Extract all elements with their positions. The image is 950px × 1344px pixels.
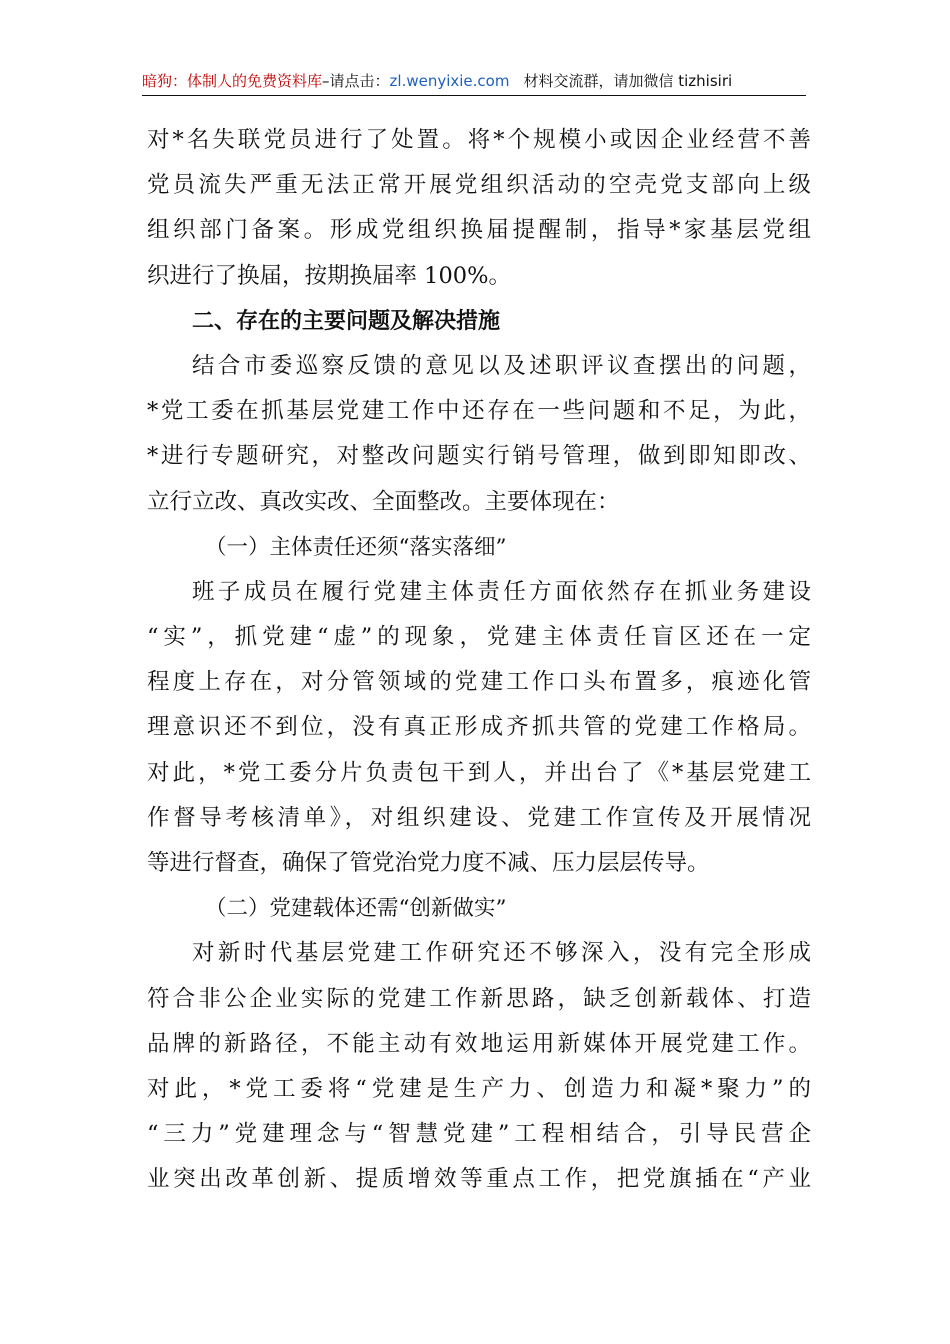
paragraph-line-8: 立行立改、真改实改、全面整改。主要体现在： bbox=[147, 488, 620, 515]
section-heading-2: 二、存在的主要问题及解决措施 bbox=[192, 308, 501, 334]
paragraph-line-19: 对此，*党工委将“党建是生产力、创造力和凝*聚力”的 bbox=[147, 1075, 811, 1102]
paragraph-line-17: 符合非公企业实际的党建工作新思路，缺乏创新载体、打造 bbox=[147, 985, 811, 1012]
paragraph-line-4: 织进行了换届，按期换届率 100%。 bbox=[147, 262, 511, 289]
paragraph-line-21: 业突出改革创新、提质增效等重点工作，把党旗插在“产业 bbox=[147, 1166, 811, 1193]
document-body bbox=[147, 118, 811, 1203]
page-header bbox=[142, 68, 806, 94]
paragraph-line-5: 结合市委巡察反馈的意见以及述职评议查摆出的问题， bbox=[192, 352, 811, 379]
paragraph-line-2: 党员流失严重无法正常开展党组织活动的空壳党支部向上级 bbox=[147, 172, 811, 199]
header-brand: 暗狗：体制人的免费资料库 bbox=[142, 72, 323, 90]
paragraph-line-13: 对此，*党工委分片负责包干到人，并出台了《*基层党建工 bbox=[147, 759, 811, 786]
paragraph-line-7: *进行专题研究，对整改问题实行销号管理，做到即知即改、 bbox=[147, 443, 811, 470]
paragraph-line-15: 等进行督查，确保了管党治党力度不减、压力层层传导。 bbox=[147, 850, 710, 876]
paragraph-line-6: *党工委在抓基层党建工作中还存在一些问题和不足，为此， bbox=[147, 398, 811, 425]
header-prompt: –请点击： bbox=[322, 72, 390, 90]
paragraph-line-1: 对*名失联党员进行了处置。将*个规模小或因企业经营不善 bbox=[147, 127, 811, 153]
paragraph-line-9: 班子成员在履行党建主体责任方面依然存在抓业务建设 bbox=[192, 578, 811, 605]
paragraph-line-10: “实”，抓党建“虚”的现象，党建主体责任盲区还在一定 bbox=[147, 624, 811, 651]
paragraph-line-20: “三力”党建理念与“智慧党建”工程相结合，引导民营企 bbox=[147, 1121, 811, 1148]
paragraph-line-11: 程度上存在，对分管领域的党建工作口头布置多，痕迹化管 bbox=[147, 669, 811, 696]
paragraph-line-12: 理意识还不到位，没有真正形成齐抓共管的党建工作格局。 bbox=[147, 714, 811, 741]
header-divider bbox=[142, 95, 806, 96]
paragraph-line-3: 组织部门备案。形成党组织换届提醒制，指导*家基层党组 bbox=[147, 217, 811, 244]
header-url-link[interactable]: zl.wenyixie.com bbox=[389, 72, 510, 90]
paragraph-line-16: 对新时代基层党建工作研究还不够深入，没有完全形成 bbox=[192, 940, 811, 967]
subsection-heading-1: （一）主体责任还须“落实落细” bbox=[205, 534, 507, 560]
header-contact: 材料交流群，请加微信 tizhisiri bbox=[523, 72, 733, 90]
paragraph-line-14: 作督导考核清单》，对组织建设、党建工作宣传及开展情况 bbox=[147, 804, 811, 831]
paragraph-line-18: 品牌的新路径，不能主动有效地运用新媒体开展党建工作。 bbox=[147, 1030, 811, 1057]
subsection-heading-2: （二）党建载体还需“创新做实” bbox=[205, 896, 507, 922]
